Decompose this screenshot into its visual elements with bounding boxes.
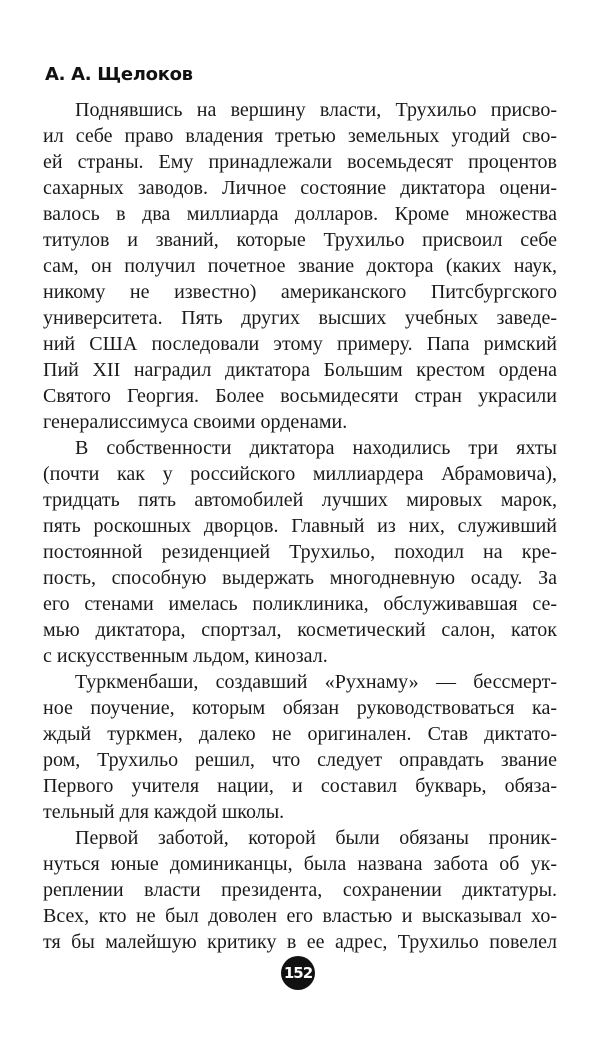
- paragraph: [43, 825, 557, 955]
- text-line: генералиссимуса своими орденами.: [43, 411, 348, 433]
- text-line: сам, он получил почетное звание доктора (каких наук,: [43, 255, 557, 277]
- paragraph: [43, 435, 557, 669]
- text-line: титулов и званий, которые Трухильо присвоил себе: [43, 229, 557, 251]
- running-header: А. А. Щелоков: [45, 64, 193, 85]
- paragraph: [43, 97, 557, 435]
- text-line: постоянной резиденцией Трухильо, походил на кре-: [43, 541, 557, 563]
- text-line: валось в два миллиарда долларов. Кроме множества: [43, 203, 557, 225]
- body-text: [43, 97, 557, 955]
- paragraph: [43, 669, 557, 825]
- text-line: нуться юные доминиканцы, была названа забота об ук-: [43, 853, 557, 875]
- text-line: с искусственным льдом, кинозал.: [43, 645, 328, 667]
- text-line: ждый туркмен, далеко не оригинален. Став диктато-: [43, 723, 557, 745]
- text-line: тридцать пять автомобилей лучших мировых марок,: [43, 489, 557, 511]
- text-line: ний США последовали этому примеру. Папа римский: [43, 333, 557, 355]
- text-line: (почти как у российского миллиардера Абрамовича),: [43, 463, 557, 485]
- page-number: 152: [281, 956, 315, 990]
- text-line: никому не известно) американского Питсбургского: [43, 281, 557, 303]
- text-line: ил себе право владения третью земельных угодий сво-: [43, 125, 557, 147]
- text-line: его стенами имелась поликлиника, обслуживавшая се-: [43, 593, 557, 615]
- text-line: реплении власти президента, сохранении диктатуры.: [43, 879, 557, 901]
- text-line: ром, Трухильо решил, что следует оправдать звание: [43, 749, 557, 771]
- text-line: Первой заботой, которой были обязаны проник-: [75, 827, 557, 849]
- text-line: тя бы малейшую критику в ее адрес, Трухильо повелел: [43, 931, 557, 953]
- text-line: ное поучение, которым обязан руководствоваться ка-: [43, 697, 557, 719]
- text-line: тельный для каждой школы.: [43, 801, 285, 823]
- text-line: мью диктатора, спортзал, косметический салон, каток: [43, 619, 557, 641]
- text-line: В собственности диктатора находились три яхты: [75, 437, 557, 459]
- text-line: Туркменбаши, создавший «Рухнаму» — бессмерт-: [75, 671, 557, 693]
- text-line: пость, способную выдержать многодневную осаду. За: [43, 567, 557, 589]
- text-line: Всех, кто не был доволен его властью и высказывал хо-: [43, 905, 557, 927]
- text-line: Пий XII наградил диктатора Большим крестом ордена: [43, 359, 557, 381]
- text-line: Первого учителя нации, и составил букварь, обяза-: [43, 775, 557, 797]
- text-line: Поднявшись на вершину власти, Трухильо присво-: [75, 99, 557, 121]
- text-line: ей страны. Ему принадлежали восемьдесят процентов: [43, 151, 557, 173]
- text-line: Святого Георгия. Более восьмидесяти стран украсили: [43, 385, 557, 407]
- text-line: сахарных заводов. Личное состояние диктатора оцени-: [43, 177, 557, 199]
- text-line: университета. Пять других высших учебных заведе-: [43, 307, 557, 329]
- text-line: пять роскошных дворцов. Главный из них, служивший: [43, 515, 557, 537]
